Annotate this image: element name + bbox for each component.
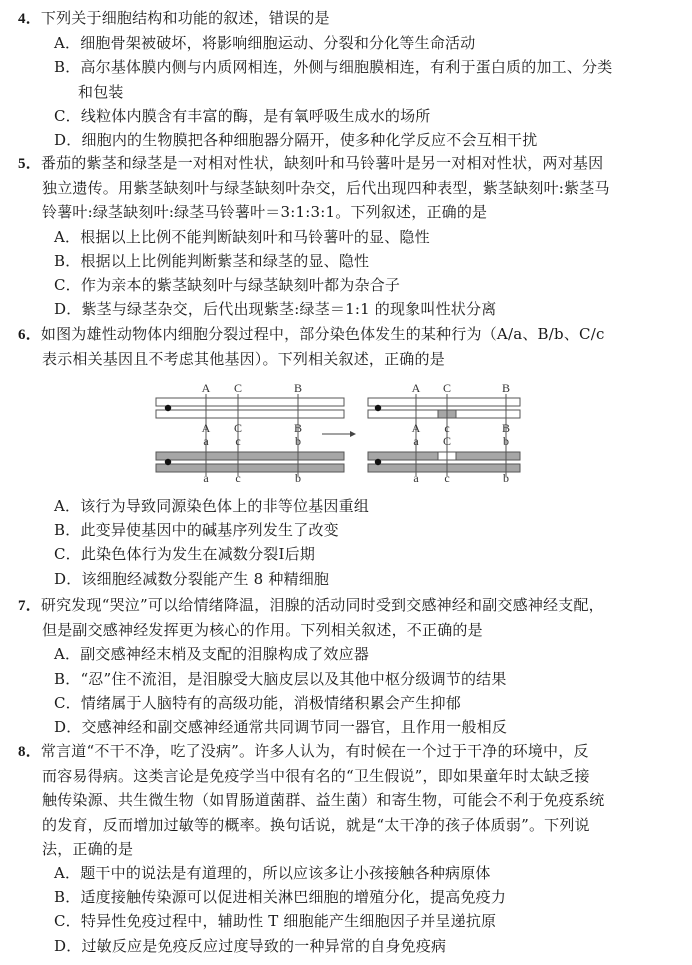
option-a: [18, 642, 682, 666]
gene-label: B: [293, 382, 303, 395]
stem-line: 法，正确的是: [42, 839, 134, 858]
question-4: [18, 6, 682, 152]
question-stem: [18, 593, 682, 618]
option-label: D．: [54, 569, 82, 588]
question-stem: [18, 322, 682, 347]
option-text: 高尔基体膜内侧与内质网相连，外侧与细胞膜相连，有利于蛋白质的加工、分类: [80, 58, 613, 77]
gene-label: a: [203, 434, 209, 448]
left-top-chromatid-1: [156, 398, 344, 406]
stem-line: 如图为雄性动物体内细胞分裂过程中，部分染色体发生的某种行为（A/a、B/b、C/c: [40, 325, 605, 343]
option-b: [18, 249, 682, 273]
option-text: 该细胞经减数分裂能产生 8 种精细胞: [81, 569, 330, 588]
option-text: 紫茎与绿茎杂交，后代出现紫茎:绿茎＝1:1 的现象叫性状分离: [81, 300, 497, 319]
question-number: 6．: [18, 327, 41, 343]
gene-label: c: [235, 434, 241, 448]
question-7: [18, 593, 682, 739]
gene-label: b: [503, 471, 509, 482]
option-label: D．: [54, 718, 82, 737]
stem-line: 常言道“不干不净，吃了没病”。许多人认为，有时候在一个过于干净的环境中，反: [40, 742, 589, 760]
option-d: [18, 934, 682, 958]
option-d: [18, 567, 682, 591]
gene-label: B: [501, 382, 511, 395]
option-b: [18, 885, 682, 909]
option-a: [18, 31, 682, 55]
question-number: 5．: [18, 156, 41, 172]
gene-label: c: [444, 471, 450, 482]
question-number: 8．: [18, 744, 41, 760]
gene-label: A: [411, 421, 421, 435]
question-stem: [18, 151, 682, 176]
option-b: [18, 518, 682, 542]
gene-label: b: [503, 434, 509, 448]
option-text: 此变异使基因中的碱基序列发生了改变: [80, 521, 339, 540]
question-number: 7．: [18, 598, 41, 614]
option-label: C．: [54, 106, 81, 125]
stem-line: 研究发现“哭泣”可以给情绪降温，泪腺的活动同时受到交感神经和副交感神经支配，: [40, 596, 604, 614]
option-text: 过敏反应是免疫反应过度导致的一种异常的自身免疫病: [81, 936, 447, 955]
option-label: D．: [54, 936, 82, 955]
option-a: [18, 225, 682, 249]
option-c: [18, 909, 682, 933]
option-text: 细胞内的生物膜把各种细胞器分隔开，使多种化学反应不会互相干扰: [81, 131, 538, 150]
gene-label: A: [411, 382, 421, 395]
gene-label: C: [233, 421, 243, 435]
left-top-chromatid-2: [156, 410, 344, 418]
option-b: [18, 667, 682, 691]
gene-label: a: [413, 471, 419, 482]
question-6-options: [18, 494, 682, 591]
gene-label: a: [203, 471, 209, 482]
question-5: [18, 151, 682, 321]
left-chromosome-pair: [156, 382, 344, 482]
option-text: “忍”住不流泪，是泪腺受大脑皮层以及其他中枢分级调节的结果: [80, 669, 507, 688]
option-label: B．: [54, 251, 81, 270]
option-d: [18, 297, 682, 321]
option-label: B．: [54, 888, 81, 907]
option-a: [18, 861, 682, 885]
chromosome-figure-svg: [150, 382, 530, 482]
option-text: 根据以上比例不能判断缺刻叶和马铃薯叶的显、隐性: [80, 227, 430, 246]
option-text: 题干中的说法是有道理的，所以应该多让小孩接触各种病原体: [80, 864, 491, 883]
option-b-continued: 和包装: [78, 82, 124, 101]
left-top-centromere: [165, 405, 171, 411]
gene-label: a: [413, 434, 419, 448]
option-label: C．: [54, 912, 81, 931]
option-text: 线粒体内膜含有丰富的酶，是有氧呼吸生成水的场所: [80, 106, 431, 125]
option-text: 适度接触传染源可以促进相关淋巴细胞的增殖分化，提高免疫力: [80, 888, 507, 907]
stem-line: 独立遗传。用紫茎缺刻叶与绿茎缺刻叶杂交，后代出现四种表型，紫茎缺刻叶:紫茎马: [42, 179, 610, 198]
gene-label: C: [233, 382, 243, 395]
stem-line: 番茄的紫茎和绿茎是一对相对性状，缺刻叶和马铃薯叶是另一对相对性状，两对基因: [40, 154, 604, 172]
option-d: [18, 128, 682, 152]
option-d: [18, 715, 682, 739]
option-text: 细胞骨架被破坏，将影响细胞运动、分裂和分化等生命活动: [80, 34, 476, 53]
option-label: D．: [54, 300, 82, 319]
stem-line: 触传染源、共生微生物（如胃肠道菌群、益生菌）和寄生物，可能会不利于免疫系统: [42, 791, 605, 810]
option-b: [18, 55, 682, 79]
option-label: A．: [54, 645, 81, 664]
option-text: 根据以上比例能判断紫茎和绿茎的显、隐性: [80, 251, 370, 270]
right-bottom-centromere: [375, 459, 381, 465]
right-top-centromere: [375, 405, 381, 411]
option-text: 交感神经和副交感神经通常共同调节同一器官，且作用一般相反: [81, 718, 508, 737]
option-label: D．: [54, 131, 82, 150]
stem-line: 而容易得病。这类言论是免疫学当中很有名的“卫生假说”，即如果童年时太缺乏接: [42, 767, 590, 786]
gene-label: B: [501, 421, 511, 435]
option-text: 副交感神经末梢及支配的泪腺构成了效应器: [80, 645, 370, 664]
option-label: B．: [54, 58, 81, 77]
option-a: [18, 494, 682, 518]
gene-label: b: [295, 471, 301, 482]
option-label: A．: [54, 227, 81, 246]
question-stem: [18, 6, 682, 31]
left-bottom-chromatid-1: [156, 452, 344, 460]
right-top-chromatid-1: [368, 398, 520, 406]
option-text: 作为亲本的紫茎缺刻叶与绿茎缺刻叶都为杂合子: [80, 276, 401, 295]
stem-line: 下列关于细胞结构和功能的叙述，错误的是: [40, 9, 330, 27]
option-text: 情绪属于人脑特有的高级功能，消极情绪积累会产生抑郁: [80, 693, 461, 712]
option-label: A．: [54, 34, 81, 53]
question-stem: [18, 739, 682, 764]
option-text: 此染色体行为发生在减数分裂Ⅰ后期: [80, 545, 316, 564]
option-label: C．: [54, 693, 81, 712]
gene-label: b: [295, 434, 301, 448]
question-number: 4．: [18, 11, 41, 27]
stem-line: 表示相关基因且不考虑其他基因）。下列相关叙述，正确的是: [42, 350, 445, 369]
gene-label: A: [201, 382, 211, 395]
gene-label: C: [442, 434, 452, 448]
question-8: [18, 739, 682, 958]
right-chromosome-pair: [368, 382, 520, 482]
stem-line: 的发育，反而增加过敏等的概率。换句话说，就是“太干净的孩子体质弱”。下列说: [42, 815, 590, 834]
option-label: C．: [54, 545, 81, 564]
option-label: A．: [54, 497, 81, 515]
option-label: A．: [54, 864, 81, 883]
option-c: [18, 542, 682, 566]
gene-label: C: [442, 382, 452, 395]
left-bottom-chromatid-2: [156, 464, 344, 472]
gene-label: A: [201, 421, 211, 435]
option-label: B．: [54, 521, 81, 540]
stem-line: 但是副交感神经发挥更为核心的作用。下列相关叙述，不正确的是: [42, 621, 483, 640]
gene-label: c: [235, 471, 241, 482]
option-c: [18, 691, 682, 715]
transition-arrow-icon: [322, 431, 356, 437]
gene-label: B: [293, 421, 303, 435]
question-6: [18, 322, 682, 371]
option-label: B．: [54, 669, 81, 688]
option-c: [18, 104, 682, 128]
left-bottom-centromere: [165, 459, 171, 465]
gene-label: c: [444, 421, 450, 435]
stem-line: 铃薯叶:绿茎缺刻叶:绿茎马铃薯叶＝3:1:3:1。下列叙述，正确的是: [42, 203, 488, 222]
option-text: 特异性免疫过程中，辅助性 T 细胞能产生细胞因子并呈递抗原: [80, 912, 497, 931]
option-c: [18, 273, 682, 297]
option-label: C．: [54, 276, 81, 295]
option-text: 该行为导致同源染色体上的非等位基因重组: [80, 497, 370, 515]
chromosome-crossing-over-figure: [150, 382, 530, 482]
